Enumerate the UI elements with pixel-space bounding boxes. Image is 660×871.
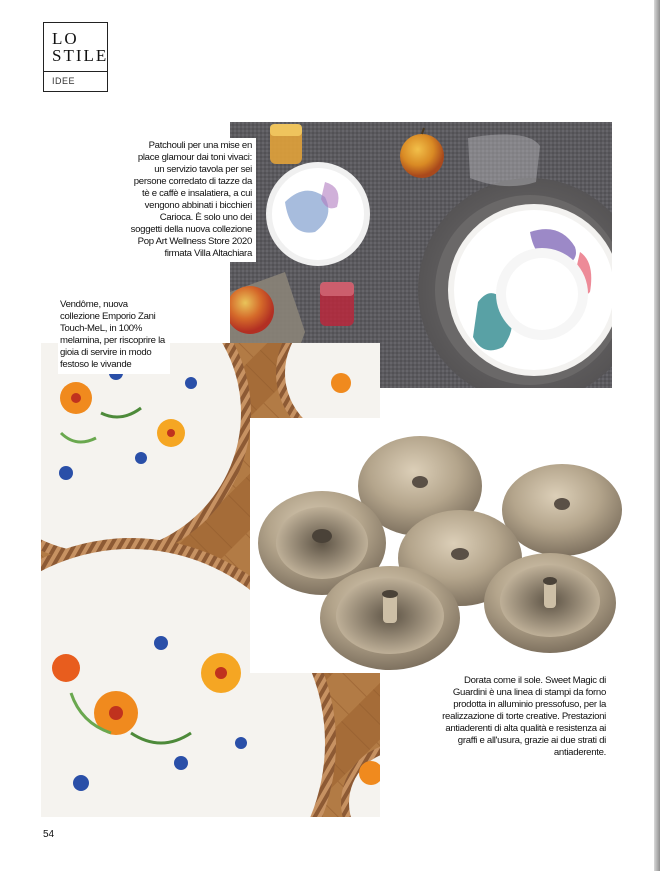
tableware-caption: Patchouli per una mise en place glamour dai toni vivaci: un servizio tavola per sei persone corredato di tazze da tè e caffè e insalatiera, a cui vengono abbinati i bicchieri Carioca. È solo uno dei soggetti della nuova collezione Pop Art Wellness Store 2020 firmata Villa Altachiara	[128, 138, 256, 262]
logo-line-1: LO	[52, 29, 79, 48]
bakeware-caption: Dorata come il sole. Sweet Magic di Guardini è una linea di stampi da forno prodotta in alluminio pressofuso, per la realizzazione di torte creative. Prestazioni antiaderenti di alta qualità e resistenza ai graffi e all'usura, grazie ai due strati di antiaderente.	[432, 673, 608, 761]
melamine-caption: Vendôme, nuova collezione Emporio Zani Touch-MeL, in 100% melamina, per riscoprire la gioia di servire in modo festoso le vivande	[58, 297, 170, 374]
section-label: IDEE	[52, 76, 76, 86]
page-edge	[654, 0, 660, 871]
page-number: 54	[43, 829, 55, 840]
bundt-pans-photo	[250, 418, 630, 673]
logo-divider	[44, 71, 107, 72]
magazine-logo	[43, 22, 108, 92]
logo-line-2: STILE	[52, 46, 109, 65]
